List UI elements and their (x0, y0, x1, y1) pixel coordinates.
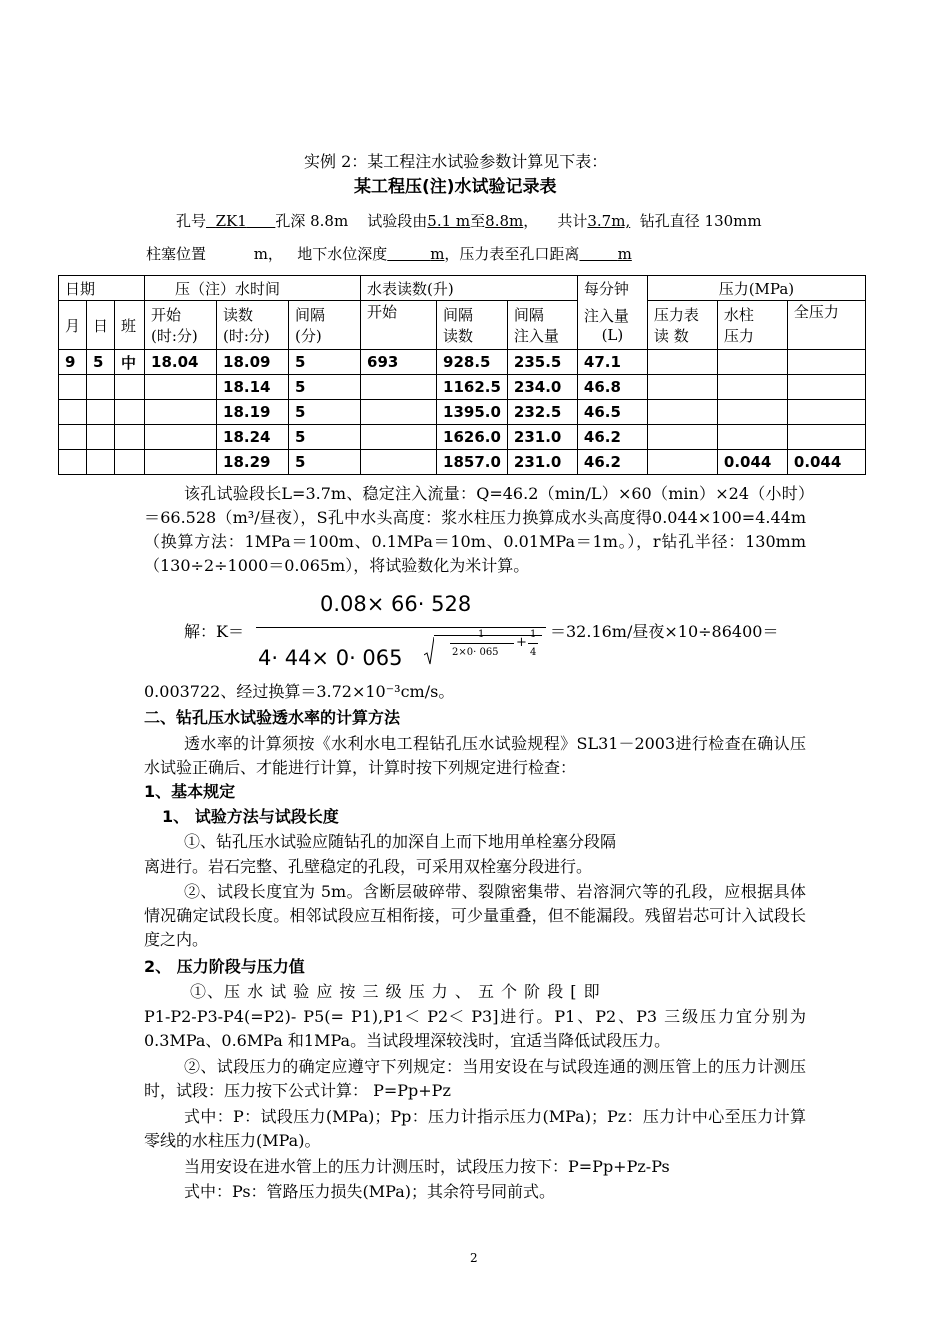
section-to-label: 至 (470, 212, 486, 230)
inlet-pressure-rule: 当用安设在进水管上的压力计测压时，试段压力按下：P=Pp+Pz-Ps (184, 1157, 670, 1176)
fraction-bar (256, 627, 546, 628)
hdr-per-minute-injection: 注入量 (L) (577, 301, 647, 350)
section-from: 5.1 m (427, 212, 471, 230)
inlet-formula-symbols: 式中：Ps：管路压力损失(MPa)；其余符号同前式。 (184, 1182, 556, 1201)
pressure-rule-1-line-1: ①、压 水 试 验 应 按 三 级 压 力 、 五 个 阶 段 [ 即 (190, 982, 601, 1001)
formula-result-continued: 0.003722、经过换算＝3.72×10⁻³cm/s。 (144, 682, 455, 701)
example-heading: 实例 2：某工程注水试验参数计算见下表： (304, 152, 608, 171)
formula-result: ＝32.16m/昼夜×10÷86400＝ (550, 622, 779, 641)
table-row: 9 5 中 18.04 18.09 5 693 928.5 235.5 47.1 (59, 350, 866, 375)
table-row: 18.29 5 1857.0 231.0 46.2 0.044 0.044 (59, 450, 866, 475)
pressure-rule-1: P1-P2-P3-P4(=P2)- P5(= P1),P1＜ P2＜ P3]进行。P1、P2、P3 三级压力宜分别为0.3MPa、0.6MPa 和1MPa。当试段埋深较浅时，宜适当降低试段压力。 (144, 1007, 806, 1050)
header-row-2 (59, 301, 866, 350)
hole-number: ZK1 (215, 212, 247, 230)
pressure-heading: 2、 压力阶段与压力值 (144, 957, 305, 976)
plug-unit: m， (253, 245, 283, 263)
pressure-rule-2: ②、试段压力的确定应遵守下列规定：当用安设在与试段连通的测压管上的压力计测压时，试段：压力按下公式计算： P=Pp+Pz (144, 1057, 806, 1100)
hole-label: 孔号 (176, 212, 207, 230)
k-formula (256, 585, 546, 675)
hole-info-line-1: 孔号 ZK1 孔深 8.8m 试验段由5.1 m至8.8m， 共计3.7m, 钻孔直径 130mm (176, 212, 762, 230)
sqrt-fraction-numerator: 1 (478, 629, 485, 640)
sqrt-fraction-bar (450, 643, 514, 644)
quarter-bar (528, 643, 538, 644)
plug-position: 柱塞位置 (146, 245, 207, 263)
hdr-reading: 读数 (时:分) (217, 301, 289, 350)
quarter-numerator: 1 (530, 629, 537, 640)
hdr-start: 开始 (时:分) (145, 301, 217, 350)
method-heading: 1、 试验方法与试段长度 (162, 807, 339, 826)
section-label: 试验段由 (367, 212, 428, 230)
table-row: 18.24 5 1626.0 231.0 46.2 (59, 425, 866, 450)
formula-denominator: 4· 44× 0· 065 (258, 646, 403, 670)
rule-1-line-2: 离进行。岩石完整、孔壁稳定的孔段，可采用双栓塞分段进行。 (144, 857, 593, 876)
rule-2: ②、试段长度宜为 5m。含断层破碎带、裂隙密集带、岩溶洞穴等的孔段，应根据具体情况确定试段长度。相邻试段应互相衔接，可少量重叠，但不能漏段。残留岩芯可计入试段长度之内。 (144, 882, 806, 949)
hdr-date: 日期 (59, 276, 145, 301)
hole-depth: 孔深 8.8m (275, 212, 349, 230)
plus-sign: + (516, 635, 527, 650)
record-table (58, 275, 866, 475)
hdr-total-pressure: 全压力 (787, 301, 865, 350)
sqrt-icon (424, 637, 434, 665)
gauge-distance-label: ，压力表至孔口距离 (444, 245, 580, 263)
formula-symbols: 式中：P：试段压力(MPa)；Pp：压力计指示压力(MPa)；Pz：压力计中心至压力计算零线的水柱压力(MPa)。 (144, 1107, 806, 1150)
quarter-denominator: 4 (530, 647, 537, 658)
basic-rules-heading: 1、基本规定 (144, 782, 236, 801)
hdr-interval-reading: 间隔 读数 (437, 301, 508, 350)
hdr-meter: 水表读数(升) (361, 276, 578, 301)
gauge-distance-value: m (617, 245, 632, 263)
hdr-interval-injection: 间隔 注入量 (507, 301, 577, 350)
table-row: 18.14 5 1162.5 234.0 46.8 (59, 375, 866, 400)
rule-1-line-1: ①、钻孔压水试验应随钻孔的加深自上而下地用单栓塞分段隔 (184, 832, 617, 851)
water-level-value: m (430, 245, 445, 263)
total-label: 共计 (557, 212, 588, 230)
hdr-per-minute: 每分钟 (577, 276, 647, 301)
page-number: 2 (470, 1251, 478, 1265)
table-row: 18.19 5 1395.0 232.5 46.5 (59, 400, 866, 425)
section-2-intro: 透水率的计算须按《水利水电工程钻孔压水试验规程》SL31－2003进行检查在确认压水试验正确后、才能进行计算，计算时按下列规定进行检查： (144, 734, 806, 777)
header-row-1 (59, 276, 866, 301)
section-to: 8.8m (485, 212, 524, 230)
hole-diameter: 钻孔直径 130mm (639, 212, 762, 230)
hdr-day: 日 (87, 301, 115, 350)
hdr-time: 压（注）水时间 (145, 276, 361, 301)
solve-label: 解：K＝ (184, 622, 244, 641)
hdr-water-column: 水柱 压力 (717, 301, 787, 350)
hdr-meter-start: 开始 (361, 301, 437, 350)
table-title: 某工程压(注)水试验记录表 (354, 177, 557, 197)
calc-paragraph: 该孔试验段长L=3.7m、稳定注入流量：Q=46.2（min/L）×60（min）×24（小时）＝66.528（m³/昼夜），S孔中水头高度：浆水柱压力换算成水头高度得0.044×100=4.44m（换算方法：1MPa＝100m、0.1MPa＝10m、0.01MPa＝1m。），r钻孔半径：130mm（130÷2÷1000＝0.065m），将试验数化为米计算。 (144, 484, 806, 575)
hdr-shift: 班 (115, 301, 145, 350)
formula-numerator: 0.08× 66· 528 (320, 592, 472, 616)
hdr-pressure: 压力(MPa) (647, 276, 865, 301)
hole-info-line-2 (146, 243, 632, 265)
water-level-label: 地下水位深度 (297, 245, 388, 263)
section-2-title: 二、钻孔压水试验透水率的计算方法 (144, 708, 401, 727)
total-length: 3.7m, (587, 212, 631, 230)
hdr-gauge-reading: 压力表 读 数 (647, 301, 717, 350)
hdr-interval: 间隔 (分) (289, 301, 361, 350)
hdr-month: 月 (59, 301, 87, 350)
sqrt-fraction-denominator: 2×0· 065 (452, 647, 499, 658)
